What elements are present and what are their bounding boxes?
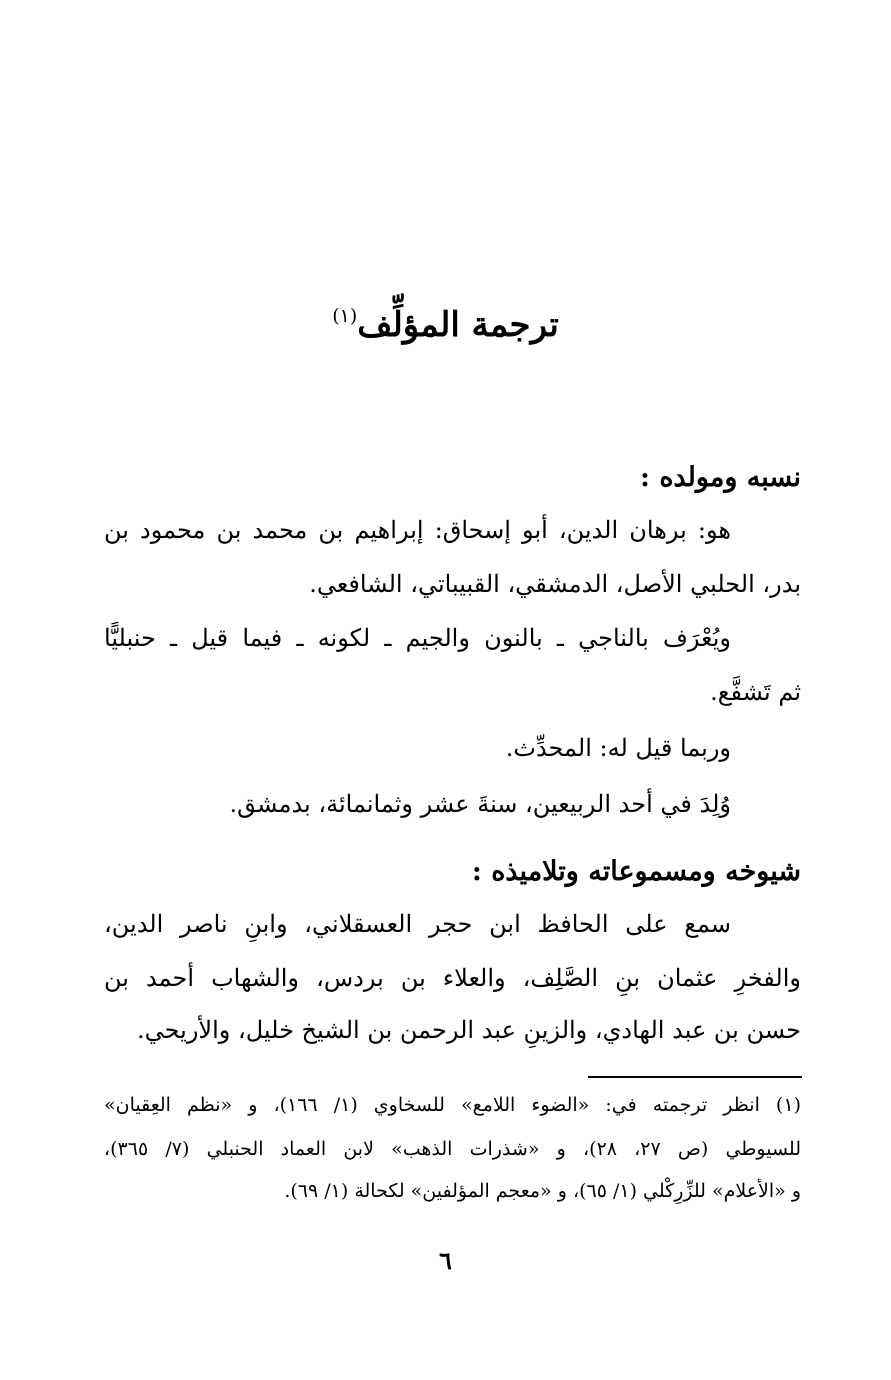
footnote-line: و «الأعلام» للزِّرِكْلي (١/ ٦٥)، و «معجم المؤلفين» لكحالة (١/ ٦٩).: [284, 1180, 801, 1202]
paragraph-line: وُلِدَ في أحد الربيعين، سنةَ عشر وثمانمائة، بدمشق.: [229, 790, 731, 818]
page-number: ٦: [439, 1246, 452, 1275]
paragraph-line: بدر، الحلبي الأصل، الدمشقي، القبيباتي، الشافعي.: [309, 570, 801, 598]
title-footnote-marker: (١): [332, 305, 358, 327]
footnote-line: للسيوطي (ص ٢٧، ٢٨)، و «شذرات الذهب» لابن العماد الحنبلي (٧/ ٣٦٥)،: [104, 1138, 801, 1160]
section-heading-teachers: شيوخه ومسموعاته وتلاميذه :: [471, 856, 801, 887]
paragraph-line: هو: برهان الدين، أبو إسحاق: إبراهيم بن محمد بن محمود بن: [104, 516, 731, 544]
page-title: [0, 305, 891, 345]
paragraph-line: وربما قيل له: المحدِّث.: [505, 734, 731, 762]
paragraph-line: ثم تَشفَّع.: [710, 678, 801, 706]
paragraph-line: والفخرِ عثمان بنِ الصَّلِف، والعلاء بن بردس، والشهاب أحمد بن: [104, 964, 801, 992]
footnote-separator: [588, 1076, 802, 1078]
paragraph-line: سمع على الحافظ ابن حجر العسقلاني، وابنِ ناصر الدين،: [104, 910, 731, 938]
section-heading-lineage: نسبه ومولده :: [640, 462, 801, 493]
title-text: ترجمة المؤلِّف: [357, 305, 559, 345]
paragraph-line: ويُعْرَف بالناجي ـ بالنون والجيم ـ لكونه ـ فيما قيل ـ حنبليًّا: [104, 624, 731, 652]
footnote-line: (١) انظر ترجمته في: «الضوء اللامع» للسخاوي (١/ ١٦٦)، و «نظم العِقيان»: [104, 1094, 801, 1116]
paragraph-line: حسن بن عبد الهادي، والزينِ عبد الرحمن بن الشيخ خليل، والأريحي.: [137, 1016, 801, 1044]
